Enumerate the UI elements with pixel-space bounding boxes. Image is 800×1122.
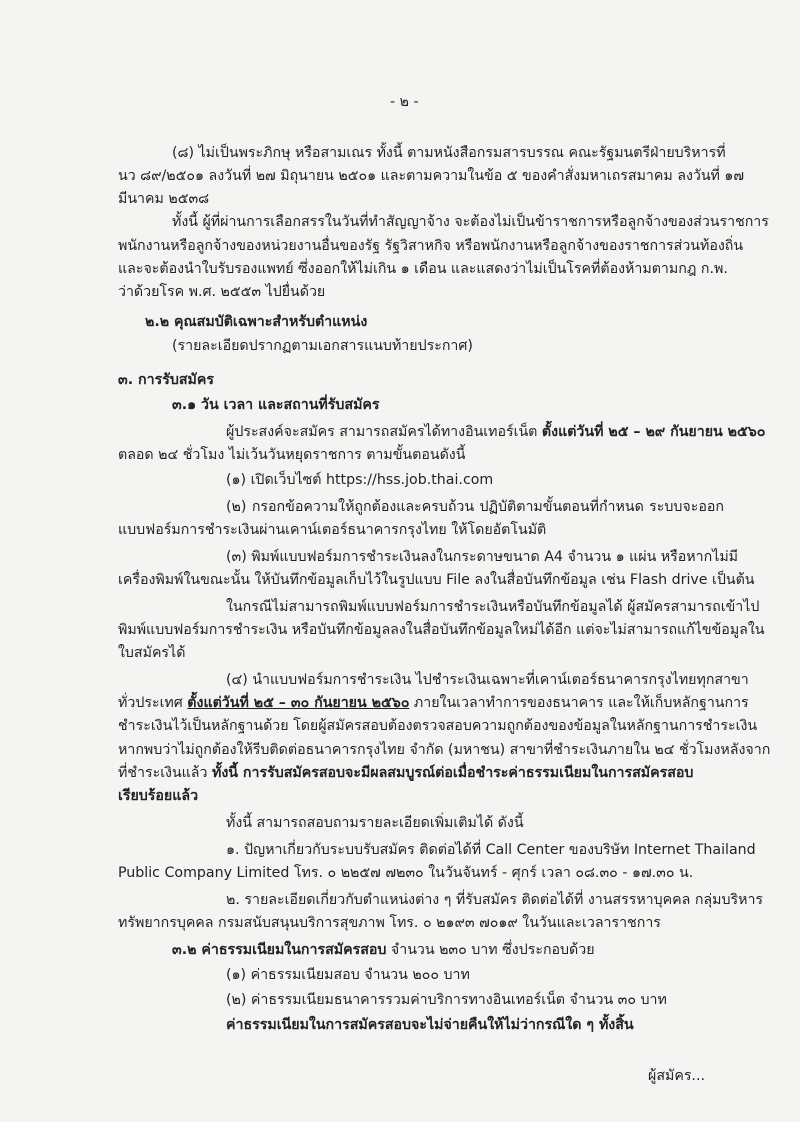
step-2-line-2: แบบฟอร์มการชำระเงินผ่านเคาน์เตอร์ธนาคารกรุงไทย ให้โดยอัตโนมัติ — [118, 522, 547, 538]
step-2-line-1: (๒) กรอกข้อความให้ถูกต้องและครบถ้วน ปฏิบัติตามขั้นตอนที่กำหนด ระบบจะออก — [226, 499, 724, 515]
step-4-line-1: (๔) นำแบบฟอร์มการชำระเงิน ไปชำระเงินเฉพาะที่เคาน์เตอร์ธนาคารกรุงไทยทุกสาขา — [226, 672, 749, 688]
step-3-line-1: (๓) พิมพ์แบบฟอร์มการชำระเงินลงในกระดาษขนาด A4 จำนวน ๑ แผ่น หรือหากไม่มี — [226, 549, 739, 565]
print-failure-line-3: ใบสมัครได้ — [118, 645, 186, 661]
contact-1-line-1: ๑. ปัญหาเกี่ยวกับระบบรับสมัคร ติดต่อได้ที่ Call Center ของบริษัท Internet Thailand — [226, 842, 756, 858]
no-refund-note: ค่าธรรมเนียมในการสมัครสอบจะไม่จ่ายคืนให้ไม่ว่ากรณีใด ๆ ทั้งสิ้น — [226, 1017, 634, 1033]
step-3-line-2: เครื่องพิมพ์ในขณะนั้น ให้บันทึกข้อมูลเก็บไว้ในรูปแบบ File ลงในสื่อบันทึกข้อมูล เช่น Flash drive เป็นต้น — [118, 572, 755, 588]
apply-online-text: ผู้ประสงค์จะสมัคร สามารถสมัครได้ทางอินเทอร์เน็ต — [226, 424, 542, 440]
print-failure-line-1: ในกรณีไม่สามารถพิมพ์แบบฟอร์มการชำระเงินหรือบันทึกข้อมูลได้ ผู้สมัครสามารถเข้าไป — [226, 599, 760, 615]
qualification-8-line-3: มีนาคม ๒๕๓๘ — [118, 191, 210, 207]
contact-intro: ทั้งนี้ สามารถสอบถามรายละเอียดเพิ่มเติมได้ ดังนี้ — [226, 815, 524, 831]
step-4-country: ทั่วประเทศ — [118, 695, 188, 711]
section-3-heading: ๓. การรับสมัคร — [118, 372, 214, 388]
step-4-line-4: หากพบว่าไม่ถูกต้องให้รีบติดต่อธนาคารกรุงไทย จำกัด (มหาชน) สาขาที่ชำระเงินภายใน ๒๔ ชั่วโมงหลังจาก — [118, 742, 771, 758]
print-failure-line-2: พิมพ์แบบฟอร์มการชำระเงิน หรือบันทึกข้อมูลลงในสื่อบันทึกข้อมูลใหม่ได้อีก แต่จะไม่สามารถแก้ไขข้อมูลใน — [118, 622, 765, 638]
step-4-paid: ที่ชำระเงินแล้ว — [118, 765, 212, 781]
application-complete-note: ทั้งนี้ การรับสมัครสอบจะมีผลสมบูรณ์ต่อเมื่อชำระค่าธรรมเนียมในการสมัครสอบ — [211, 765, 694, 781]
fee-total: จำนวน ๒๓๐ บาท ซึ่งประกอบด้วย — [386, 942, 595, 958]
apply-online-line-1 — [226, 422, 765, 442]
step-4-line-6: เรียบร้อยแล้ว — [118, 788, 199, 804]
fee-heading: ๓.๒ ค่าธรรมเนียมในการสมัครสอบ — [172, 942, 387, 958]
note-line-4: ว่าด้วยโรค พ.ศ. ๒๕๕๓ ไปยื่นด้วย — [118, 284, 326, 300]
section-2-2-detail: (รายละเอียดปรากฏตามเอกสารแนบท้ายประกาศ) — [172, 338, 473, 354]
continuation-marker: ผู้สมัคร... — [648, 1068, 705, 1084]
contact-2-line-1: ๒. รายละเอียดเกี่ยวกับตำแหน่งต่าง ๆ ที่รับสมัคร ติดต่อได้ที่ งานสรรหาบุคคล กลุ่มบริหาร — [226, 892, 764, 908]
step-4-bank-hours: ภายในเวลาทำการของธนาคาร และให้เก็บหลักฐานการ — [409, 695, 749, 711]
step-4-line-5 — [118, 763, 693, 783]
step-1: (๑) เปิดเว็บไซต์ https://hss.job.thai.com — [226, 472, 494, 488]
fee-item-2: (๒) ค่าธรรมเนียมธนาคารรวมค่าบริการทางอินเทอร์เน็ต จำนวน ๓๐ บาท — [226, 992, 667, 1008]
fee-item-1: (๑) ค่าธรรมเนียมสอบ จำนวน ๒๐๐ บาท — [226, 967, 470, 983]
section-3-2-heading — [172, 940, 595, 960]
contact-1-line-2: Public Company Limited โทร. ๐ ๒๒๕๗ ๗๒๓๐ ในวันจันทร์ - ศุกร์ เวลา ๐๘.๓๐ - ๑๗.๓๐ น. — [118, 865, 694, 881]
step-4-line-2 — [118, 693, 749, 713]
note-line-1: ทั้งนี้ ผู้ที่ผ่านการเลือกสรรในวันที่ทำสัญญาจ้าง จะต้องไม่เป็นข้าราชการหรือลูกจ้างของส่วนราชการ — [172, 214, 769, 230]
section-2-2-heading: ๒.๒ คุณสมบัติเฉพาะสำหรับตำแหน่ง — [145, 314, 368, 330]
note-line-2: พนักงานหรือลูกจ้างของหน่วยงานอื่นของรัฐ รัฐวิสาหกิจ หรือพนักงานหรือลูกจ้างของราชการส่วนท้องถิ่น — [118, 238, 744, 254]
step-4-line-3: ชำระเงินไว้เป็นหลักฐานด้วย โดยผู้สมัครสอบต้องตรวจสอบความถูกต้องของข้อมูลในหลักฐานการชำระเงิน — [118, 718, 758, 734]
qualification-8-line-2: นว ๘๙/๒๕๐๑ ลงวันที่ ๒๗ มิถุนายน ๒๕๐๑ และตามความในข้อ ๕ ของคำสั่งมหาเถรสมาคม ลงวันที่ ๑๗ — [118, 168, 745, 184]
page-number: - ๒ - — [390, 94, 419, 110]
payment-period: ตั้งแต่วันที่ ๒๕ – ๓๐ กันยายน ๒๕๖๐ — [187, 695, 410, 711]
contact-2-line-2: ทรัพยากรบุคคล กรมสนับสนุนบริการสุขภาพ โทร. ๐ ๒๑๙๓ ๗๐๑๙ ในวันและเวลาราชการ — [118, 915, 661, 931]
qualification-8-line-1: (๘) ไม่เป็นพระภิกษุ หรือสามเณร ทั้งนี้ ตามหนังสือกรมสารบรรณ คณะรัฐมนตรีฝ่ายบริหารที่ — [172, 145, 726, 161]
apply-period: ตั้งแต่วันที่ ๒๕ – ๒๙ กันยายน ๒๕๖๐ — [541, 424, 766, 440]
note-line-3: และจะต้องนำใบรับรองแพทย์ ซึ่งออกให้ไม่เกิน ๑ เดือน และแสดงว่าไม่เป็นโรคที่ต้องห้ามตามกฎ ก.พ. — [118, 261, 728, 277]
apply-online-line-2: ตลอด ๒๔ ชั่วโมง ไม่เว้นวันหยุดราชการ ตามขั้นตอนดังนี้ — [118, 447, 466, 463]
section-3-1-heading: ๓.๑ วัน เวลา และสถานที่รับสมัคร — [172, 397, 380, 413]
